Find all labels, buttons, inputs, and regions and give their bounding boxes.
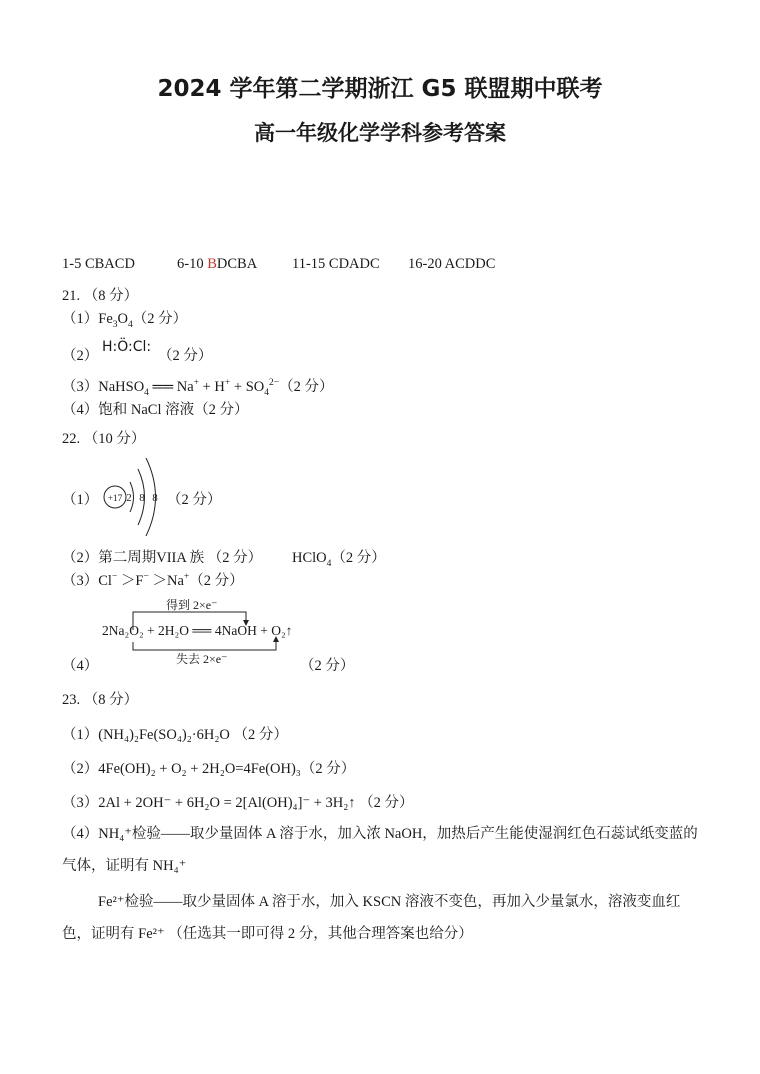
q22-part2: （2）第二周期VIIA 族 （2 分） bbox=[62, 550, 263, 566]
q23-header: 23. （8 分） bbox=[62, 692, 139, 708]
q23-part3: （3）2Al + 2OH⁻ + 6H₂O = 2[Al(OH)₄]⁻ + 3H₂↑ （2 分） bbox=[62, 795, 414, 811]
choice-group-4: 16-20 ACDDC bbox=[408, 256, 496, 272]
choice-group-1: 1-5 CBACD bbox=[62, 256, 135, 272]
shell-count-3: 8 bbox=[152, 492, 158, 504]
q22-part1-label: （1） bbox=[62, 492, 99, 508]
q22-part4-label: （4） bbox=[62, 658, 99, 674]
q22-part2-acid: HClO$_4$（2 分） bbox=[292, 550, 386, 569]
q23-part4-iron: Fe²⁺检验——取少量固体 A 溶于水，加入 KSCN 溶液不变色，再加入少量氯水，溶液变血红色，证明有 Fe²⁺ （任选其一即可得 2 分，其他合理答案也给分） bbox=[62, 894, 681, 942]
shell-count-2: 8 bbox=[139, 492, 145, 504]
q23-part1: （1）(NH₄)₂Fe(SO₄)₂·6H₂O （2 分） bbox=[62, 727, 288, 743]
q21-part2-label: （2） bbox=[62, 348, 99, 364]
q21-part2-score: （2 分） bbox=[158, 348, 213, 364]
q22-part1-score: （2 分） bbox=[167, 492, 222, 508]
q21-part4: （4）饱和 NaCl 溶液（2 分） bbox=[62, 402, 249, 418]
sodium-peroxide-equation: 2Na₂O₂ + 2H₂O ══ 4NaOH + O₂↑ bbox=[102, 623, 293, 638]
choice-group-3: 11-15 CDADC bbox=[292, 256, 380, 272]
page-subtitle: 高一年级化学学科参考答案 bbox=[254, 121, 506, 145]
q21-part1: $(1)Fe_3O_4(2$ 分） bbox=[62, 311, 188, 330]
choice-group-2: 6-10 BDCBA bbox=[177, 256, 258, 272]
electron-loss-label: 失去 2×e⁻ bbox=[176, 652, 228, 666]
q23-part4-ammonium: （4）NH₄⁺检验——取少量固体 A 溶于水，加入浓 NaOH，加热后产生能使湿润红色石蕊试纸变蓝的气体，证明有 NH₄⁺ bbox=[62, 826, 698, 874]
q21-header: 21. （8 分） bbox=[62, 288, 139, 304]
q21-part3: （3）NaHSO$_4$ ══ $Na^+ + H^+ + SO_4^{2-}(2$ 分） bbox=[62, 378, 334, 398]
q23-part2: （2）4Fe(OH)₂ + O₂ + 2H₂O=4Fe(OH)₃（2 分） bbox=[62, 761, 356, 777]
nucleus-charge: +17 bbox=[107, 494, 123, 504]
loss-bracket bbox=[133, 640, 276, 650]
page-title: 2024 学年第二学期浙江 G5 联盟期中联考 bbox=[157, 76, 603, 102]
shell-count-1: 2 bbox=[126, 492, 132, 504]
hclo-lewis-structure: H:Ö:Cl: bbox=[102, 339, 152, 355]
q22-part3: （3）Cl− ＞F− ＞Na+（2 分） bbox=[62, 572, 244, 589]
electron-gain-label: 得到 2×e⁻ bbox=[166, 598, 218, 612]
q22-part4-score: （2 分） bbox=[300, 658, 355, 674]
chloride-structure-diagram bbox=[100, 455, 170, 540]
q22-header: 22. （10 分） bbox=[62, 431, 146, 447]
